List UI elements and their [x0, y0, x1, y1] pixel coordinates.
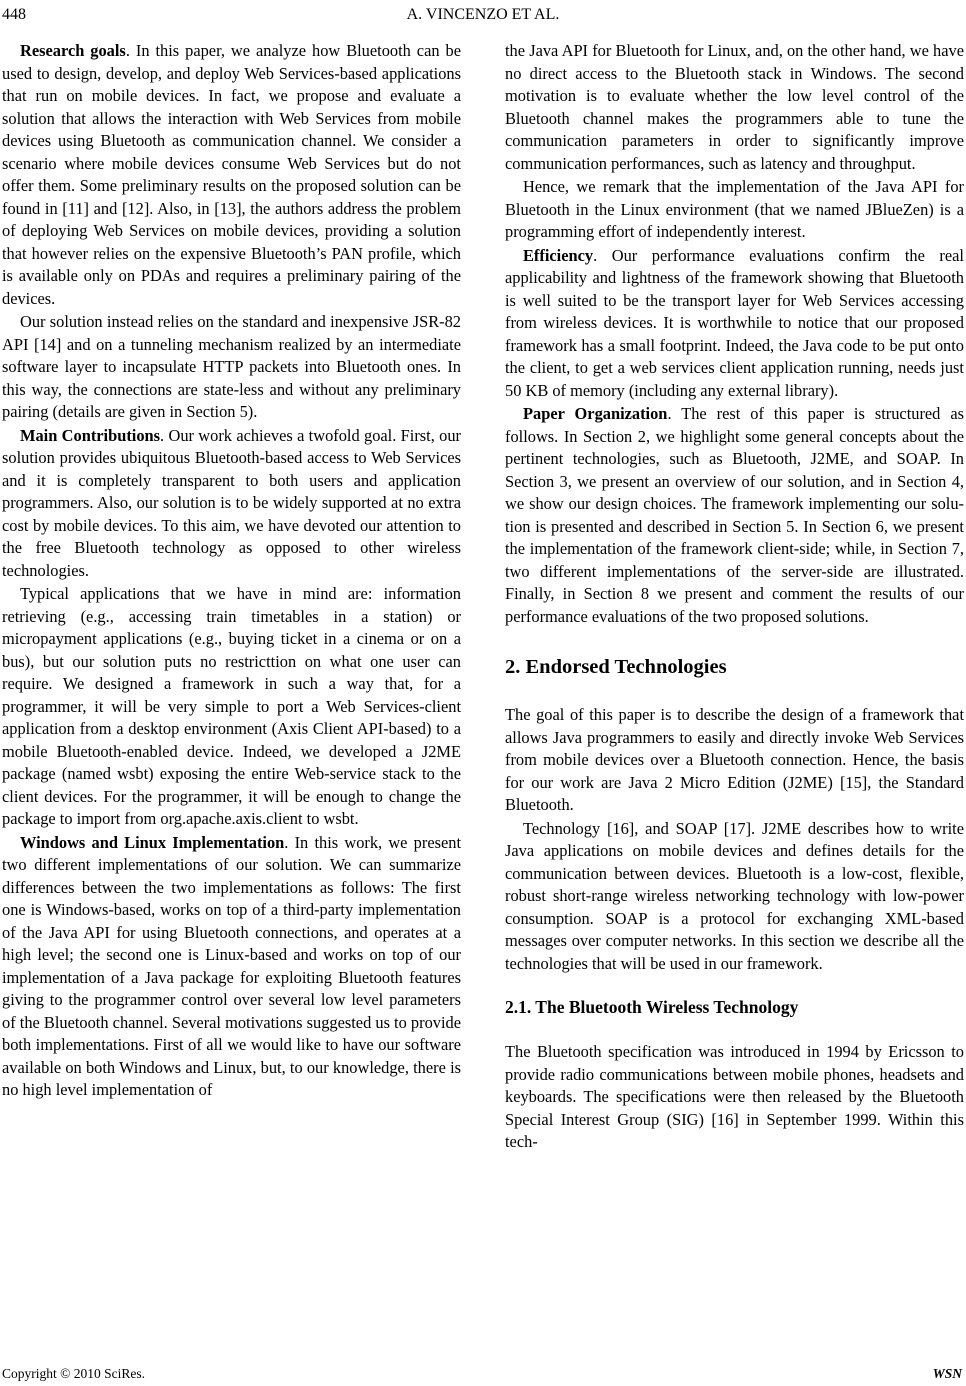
running-title: A. VINCENZO ET AL.	[406, 6, 560, 23]
paragraph-text: . In this paper, we analyze how Bluetooth can be used to design, develop, and deploy Web Services-based applications that run on mobile devices. In fact, we propose and evaluate a solution that allows the interaction with Web Services from mobile devices using Bluetooth as communication channel. We consider a scenario where mobile devices consume Web Services but do not offer them. Some preliminary results on the proposed solution can be found in [11] and [12]. Also, in [13], the authors address the problem of deploying Web Services on mobile devices, providing a solution that however relies on the expensive Bluetooth’s PAN profile, which is available only on PDAs and requires a preliminary pairing of the devices.	[2, 41, 461, 308]
subsection-heading: 2.1. The Bluetooth Wireless Technology	[505, 997, 799, 1017]
paragraph-text: . Our performance evaluations confirm the real applicability and lightness of the framework showing that Bluetooth is well suited to be the transport layer for Web Services accessing from wireless devices. It is worthwhile to notice that our proposed framework has a small footprint. Indeed, the Java code to be put onto the client, to get a web services client application running, needs just 50 KB of memory (including any external library).	[505, 245, 964, 400]
paragraph-continuation	[505, 40, 964, 175]
paragraph-main-contributions	[2, 425, 461, 583]
right-column	[505, 40, 964, 1154]
copyright-notice: Copyright © 2010 SciRes.	[2, 1366, 146, 1381]
paragraph-research-goals	[2, 40, 461, 310]
paragraph-jbluezen	[505, 176, 964, 244]
paragraph-text: Hence, we remark that the implementation of the Java API for Bluetooth in the Linux environment (that we named JBlueZen) is a programming effort of independently interest.	[505, 177, 964, 241]
paragraph-typical-applications	[2, 583, 461, 831]
left-column	[2, 40, 461, 1102]
paragraph-text: The Bluetooth specification was introduced in 1994 by Ericsson to provide radio communications between mobile phones, headsets and keyboards. The specifications were then released by the Bluetooth Special Interest Group (SIG) [16] in September 1999. Within this tech-	[505, 1042, 964, 1151]
paragraph-lead: Paper Organization	[523, 404, 668, 423]
journal-abbreviation: WSN	[932, 1366, 962, 1381]
paragraph-bluetooth-spec	[505, 1041, 964, 1154]
paragraph-our-solution	[2, 311, 461, 424]
paragraph-lead: Research goals	[20, 41, 126, 60]
paragraph-text: Technology [16], and SOAP [17]. J2ME describes how to write Java applications on mobile devices and defines details for the communication between devices. Bluetooth is a low-cost, flexible, robust short-range wireless networking technology with low-power consumption. SOAP is a protocol for exchanging XML-based messages over computer networks. In this section we describe all the technologies that will be used in our framework.	[505, 818, 964, 973]
paragraph-text: . In this work, we present two different implementations of our solution. We can summarize differences between the two implementations as follows: The first one is Windows-based, works on top of a third-party implementation of the Java API for using Bluetooth connections, and operates at a high level; the second one is Linux-based and works on top of our implementation of a Java package for exploiting Bluetooth features giving to the programmer control over several low level parameters of the Bluetooth channel. Several motivations suggested us to provide both implementations. First of all we would like to have our software available on both Windows and Linux, but, to our knowledge, there is no high level implementation of	[2, 832, 462, 1099]
paragraph-goal	[505, 704, 964, 817]
paragraph-lead: Main Contributions	[20, 425, 161, 445]
paragraph-text: Our solution instead relies on the standard and inexpensive JSR-82 API [14] and on a tunneling mechanism realized by an intermediate software layer to incapsulate HTTP packets into Bluetooth ones. In this way, the connections are state-less and without any preliminary pairing (details are given in Section 5).	[2, 312, 461, 421]
paragraph-lead: Windows and Linux Implementation	[20, 832, 285, 852]
paragraph-text: the Java API for Bluetooth for Linux, and, on the other hand, we have no direct access to the Bluetooth stack in Windows. The second motivation is to evaluate whether the low level control of the Bluetooth channel makes the programmers able to tune the communication parameters in order to significantly improve communication performances, such as latency and throughput.	[505, 41, 964, 173]
paragraph-windows-linux	[2, 832, 461, 1102]
paragraph-paper-organization	[505, 403, 964, 628]
paragraph-text: . The rest of this paper is structured as follows. In Section 2, we highlight some general concepts about the pertinent technologies, such as Bluetooth, J2ME, and SOAP. In Section 3, we present an overview of our solution, and in Section 4, we show our design choices. The framework implementing our solution is presented and described in Section 5. In Section 6, we present the implementation of the framework client-side; while, in Section 7, two different implementations of the server-side are illustrated. Finally, in Section 8 we present and comment the results of our performance evaluations of the two proposed solutions.	[505, 404, 964, 626]
paragraph-text: The goal of this paper is to describe the design of a framework that allows Java programmers to easily and directly invoke Web Services from mobile devices over a Bluetooth connection. Hence, the basis for our work are Java 2 Micro Edition (J2ME) [15], the Standard Bluetooth.	[505, 705, 964, 814]
paragraph-text: Typical applications that we have in mind are: information retrieving (e.g., accessing train timetables in a station) or micropayment applications (e.g., buying ticket in a cinema or on a bus), but our solution puts no restricttion on what one user can require. We designed a framework in such a way that, for a programmer, it will be very simple to port a Web Services-client application from a desktop environment (Axis Client API-based) to a mobile Bluetooth-enabled device. Indeed, we developed a J2ME package (named wsbt) exposing the entire Web-service stack to the client devices. For the programmer, it will be enough to change the package to import from org.apache.axis.client to wsbt.	[2, 584, 461, 828]
page-header	[0, 6, 966, 28]
page-footer	[0, 1366, 966, 1384]
paragraph-technology	[505, 818, 964, 976]
section-heading: 2. Endorsed Technologies	[505, 656, 727, 678]
paragraph-lead: Efficiency	[523, 245, 594, 265]
page-number: 448	[2, 6, 26, 23]
paragraph-text: . Our work achieves a twofold goal. First, our solution provides ubiquitous Bluetooth-based access to Web Services and it is completely transparent to both users and application programmers. Also, our solution is to be widely supported at no extra cost by mobile devices. To this aim, we have devoted our attention to the free Bluetooth technology as opposed to other wireless technologies.	[2, 425, 461, 580]
paragraph-efficiency	[505, 245, 964, 403]
